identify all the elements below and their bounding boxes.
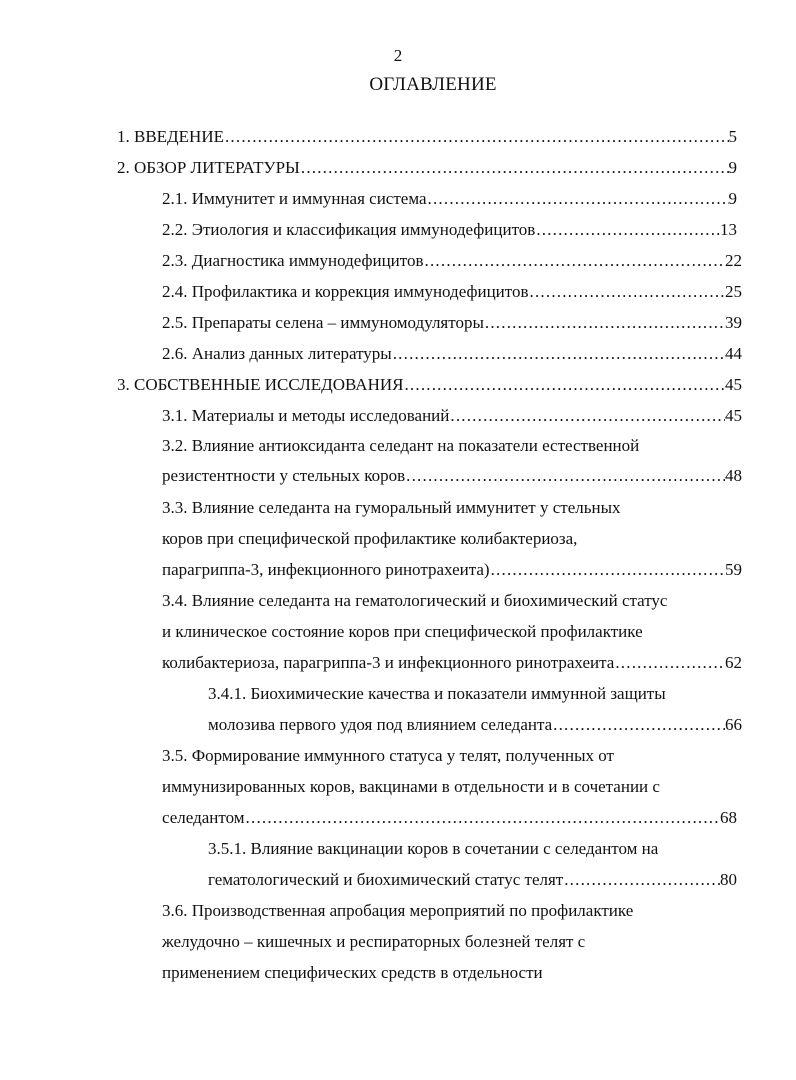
toc-entry-page: 9 <box>728 189 737 208</box>
leader-dots <box>392 344 725 364</box>
leader-dots <box>535 220 720 240</box>
toc-entry-page: 62 <box>725 653 742 672</box>
toc-entry-page: 44 <box>725 344 742 363</box>
leader-dots <box>449 406 725 426</box>
toc-entry-line: и клиническое состояние коров при специфической профилактике <box>162 622 643 641</box>
leader-dots <box>490 560 725 580</box>
toc-entry <box>162 808 737 828</box>
toc-entry-text: 2.2. Этиология и классификация иммунодефицитов <box>162 220 536 239</box>
leader-dots <box>614 653 725 673</box>
toc-entry-line: желудочно – кишечных и респираторных болезней телят с <box>162 932 586 951</box>
page-number: 2 <box>393 46 403 65</box>
toc-entry-page: 13 <box>720 220 737 239</box>
toc-entry-text: 1. ВВЕДЕНИЕ <box>117 127 224 146</box>
toc-entry-page: 22 <box>725 251 742 270</box>
toc-entry <box>162 560 742 580</box>
leader-dots <box>552 715 725 735</box>
toc-entry <box>162 220 737 240</box>
leader-dots <box>245 808 720 828</box>
toc-entry-line: иммунизированных коров, вакцинами в отдельности и в сочетании с <box>162 777 660 796</box>
toc-entry-text: парагриппа-3, инфекционного ринотрахеита) <box>162 560 490 579</box>
leader-dots <box>300 158 729 178</box>
toc-entry-line: 3.4. Влияние селеданта на гематологический и биохимический статус <box>162 591 668 610</box>
toc-entry-text: молозива первого удоя под влиянием селеданта <box>208 715 553 734</box>
toc-title: ОГЛАВЛЕНИЕ <box>369 74 497 95</box>
toc-entry-text: 2.6. Анализ данных литературы <box>162 344 392 363</box>
toc-entry-line: 3.6. Производственная апробация мероприятий по профилактике <box>162 901 634 920</box>
toc-entry-text: 3. СОБСТВЕННЫЕ ИССЛЕДОВАНИЯ <box>117 375 404 394</box>
toc-entry-line: 3.2. Влияние антиоксиданта селедант на показатели естественной <box>162 436 640 455</box>
toc-entry <box>117 127 737 147</box>
toc-entry-text: гематологический и биохимический статус телят <box>208 870 564 889</box>
toc-entry <box>162 653 742 673</box>
toc-entry-text: 2.4. Профилактика и коррекция иммунодефицитов <box>162 282 529 301</box>
leader-dots <box>405 466 725 486</box>
toc-entry <box>162 406 742 426</box>
toc-entry <box>162 282 742 302</box>
toc-entry-line: 3.5.1. Влияние вакцинации коров в сочетании с селедантом на <box>208 839 659 858</box>
toc-entry <box>162 313 742 333</box>
leader-dots <box>427 189 729 209</box>
toc-entry-line: 3.5. Формирование иммунного статуса у телят, полученных от <box>162 746 614 765</box>
toc-entry <box>208 870 737 890</box>
toc-entry-page: 66 <box>725 715 742 734</box>
toc-entry-text: 3.1. Материалы и методы исследований <box>162 406 450 425</box>
leader-dots <box>563 870 720 890</box>
toc-entry-line: 3.3. Влияние селеданта на гуморальный иммунитет у стельных <box>162 498 621 517</box>
leader-dots <box>403 375 725 395</box>
toc-entry <box>117 158 737 178</box>
toc-entry <box>162 466 742 486</box>
toc-entry <box>162 251 742 271</box>
toc-entry-page: 68 <box>720 808 737 827</box>
leader-dots <box>529 282 725 302</box>
toc-entry-page: 59 <box>725 560 742 579</box>
toc-entry-text: селедантом <box>162 808 245 827</box>
toc-entry-page: 80 <box>720 870 737 889</box>
toc-entry-line: применением специфических средств в отдельности <box>162 963 543 982</box>
toc-entry-page: 48 <box>725 466 742 485</box>
toc-entry-text: резистентности у стельных коров <box>162 466 406 485</box>
toc-entry-page: 5 <box>728 127 737 146</box>
toc-entry <box>162 189 737 209</box>
toc-entry <box>162 344 742 364</box>
toc-entry-page: 9 <box>728 158 737 177</box>
toc-entry-text: 2.3. Диагностика иммунодефицитов <box>162 251 424 270</box>
toc-entry-text: 2.1. Иммунитет и иммунная система <box>162 189 427 208</box>
toc-entry-page: 39 <box>725 313 742 332</box>
leader-dots <box>424 251 725 271</box>
toc-entry-page: 45 <box>725 375 742 394</box>
leader-dots <box>224 127 729 147</box>
toc-entry-text: колибактериоза, парагриппа-3 и инфекционного ринотрахеита <box>162 653 615 672</box>
toc-entry-line: коров при специфической профилактике колибактериоза, <box>162 529 578 548</box>
toc-entry <box>208 715 742 735</box>
toc-entry <box>117 375 742 395</box>
toc-entry-page: 25 <box>725 282 742 301</box>
toc-entry-page: 45 <box>725 406 742 425</box>
toc-entry-text: 2. ОБЗОР ЛИТЕРАТУРЫ <box>117 158 300 177</box>
toc-entry-text: 2.5. Препараты селена – иммуномодуляторы <box>162 313 484 332</box>
toc-entry-line: 3.4.1. Биохимические качества и показатели иммунной защиты <box>208 684 666 703</box>
leader-dots <box>484 313 725 333</box>
